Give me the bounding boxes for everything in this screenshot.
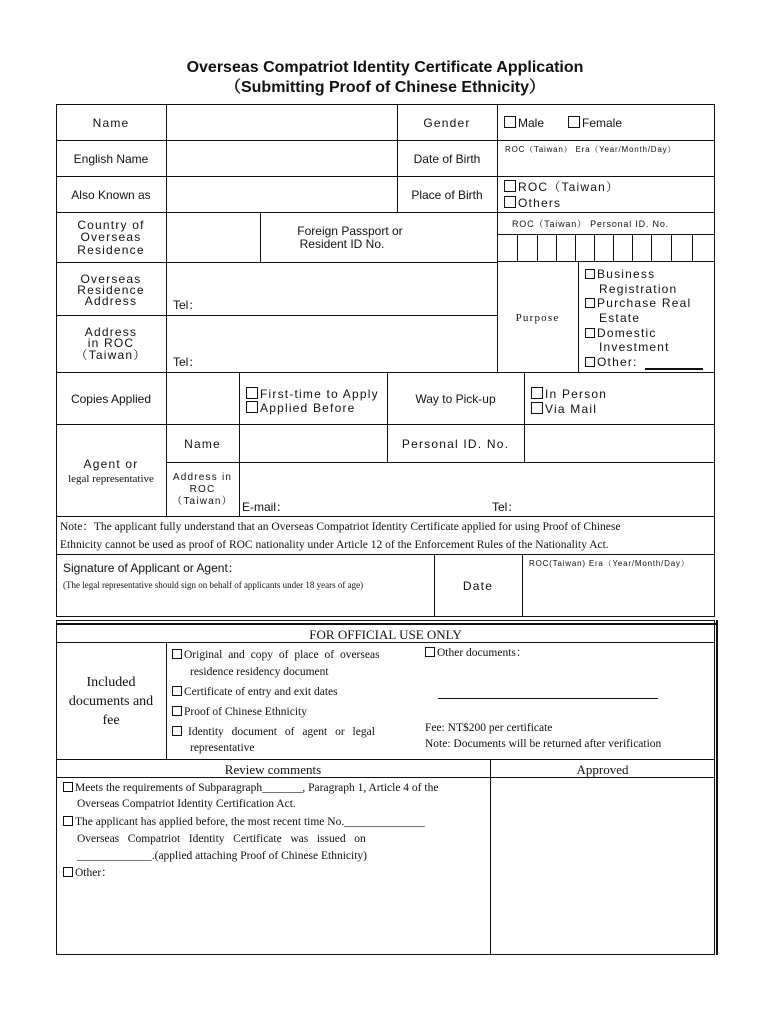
domestic-checkbox[interactable] [585,328,595,338]
real-estate-checkbox[interactable] [585,298,595,308]
label-agent-l2: legal representative [68,473,154,485]
doc1-option[interactable]: Original and copy of place of overseas [172,648,380,662]
overseas-tel-label: Tel： [173,298,201,312]
label-date: Date [462,579,494,593]
doc4-checkbox[interactable] [172,726,182,736]
doc2-option[interactable]: Certificate of entry and exit dates [172,685,338,699]
purpose-other[interactable]: Other: [585,355,638,369]
other-purpose-checkbox[interactable] [585,357,595,367]
other-purpose-line [645,368,703,370]
review1-option[interactable]: Meets the requirements of Subparagraph_______, Paragraph 1, Article 4 of the [63,781,438,795]
purpose-real-estate[interactable]: Purchase Real [585,296,691,310]
label-roc-addr-l2: in ROC [87,336,135,350]
review2-line3: _____________.(applied attaching Proof of Chinese Ethnicity) [77,850,367,862]
included-l2: documents and [68,694,154,709]
roc-tel-label: Tel： [173,355,201,369]
review3-option[interactable]: Other： [63,866,113,880]
label-agent-addr-l2: ROC [189,484,216,495]
in-person-option[interactable]: In Person [531,387,607,401]
dob-hint: ROC（Taiwan） Era（Year/Month/Day） [505,145,677,154]
applied-before-option[interactable]: Applied Before [246,401,356,415]
label-agent-personal-id: Personal ID. No. [401,437,510,451]
label-gender: Gender [423,116,471,130]
also-known-as-field[interactable] [167,177,396,211]
agent-name-field[interactable] [240,425,386,461]
label-also-known-as: Also Known as [71,188,151,202]
agent-tel-label: Tel： [492,500,520,514]
label-overseas-l1: Overseas [80,272,142,286]
label-purpose: Purpose [515,312,560,324]
agent-address-field[interactable] [240,463,714,515]
label-agent-name: Name [184,437,221,451]
purpose-domestic[interactable]: Domestic [585,326,657,340]
agent-email-label: E-mail： [242,500,289,514]
roc-address-field[interactable] [167,316,496,371]
dob-field[interactable] [498,156,714,175]
included-l1: Included [86,675,136,690]
overseas-address-field[interactable] [167,263,496,314]
purpose-domestic-l2: Investment [599,340,670,354]
applied-before-checkbox[interactable] [246,401,258,413]
review3-checkbox[interactable] [63,867,73,877]
others-checkbox[interactable] [504,196,516,208]
date-hint: ROC(Taiwan) Era（Year/Month/Day） [529,559,690,568]
other-docs-checkbox[interactable] [425,647,435,657]
review1-line2: Overseas Compatriot Identity Certification Act. [77,798,296,810]
gender-female-option[interactable]: Female [568,116,622,130]
other-docs-line [438,698,658,699]
fee-note: Note: Documents will be returned after verification [425,738,662,750]
label-way-pickup: Way to Pick-up [415,392,496,406]
name-field[interactable] [167,105,396,139]
included-l3: fee [102,713,120,728]
via-mail-option[interactable]: Via Mail [531,402,597,416]
form-subtitle: （Submitting Proof of Chinese Ethnicity） [224,79,545,96]
in-person-checkbox[interactable] [531,387,543,399]
doc1-checkbox[interactable] [172,649,182,659]
official-title: FOR OFFICIAL USE ONLY [309,627,462,642]
first-time-checkbox[interactable] [246,387,258,399]
label-country-l2: Overseas [80,230,142,244]
purpose-business[interactable]: Business [585,267,655,281]
label-agent-addr-l1: Address in [172,472,233,483]
label-country-l3: Residence [77,243,145,257]
label-english-name: English Name [73,152,149,166]
agent-id-field[interactable] [525,425,714,461]
review-comments-title: Review comments [224,762,322,777]
review2-checkbox[interactable] [63,816,73,826]
approved-field[interactable] [491,778,714,954]
personal-id-boxes[interactable] [498,235,714,260]
doc3-checkbox[interactable] [172,706,182,716]
via-mail-checkbox[interactable] [531,402,543,414]
doc2-checkbox[interactable] [172,686,182,696]
signature-field[interactable] [57,590,433,616]
english-name-field[interactable] [167,141,396,175]
business-checkbox[interactable] [585,269,595,279]
label-overseas-l3: Address [84,294,138,308]
male-checkbox[interactable] [504,116,516,128]
birthplace-others-option[interactable]: Others [504,196,561,210]
date-field[interactable] [523,572,714,616]
doc4-line2: representative [190,742,255,754]
label-place-of-birth: Place of Birth [411,188,483,202]
birthplace-roc-option[interactable]: ROC（Taiwan） [504,180,619,194]
purpose-business-l2: Registration [599,282,678,296]
form-title: Overseas Compatriot Identity Certificate Application [186,59,584,76]
label-passport-l1: Foreign Passport or [297,224,403,238]
label-passport-l2: Resident ID No. [299,237,385,251]
label-agent-l1: Agent or [83,457,139,471]
country-field[interactable] [167,213,259,261]
roc-checkbox[interactable] [504,180,516,192]
personal-id-hint: ROC（Taiwan） Personal ID. No. [512,219,669,229]
female-checkbox[interactable] [568,116,580,128]
approved-title: Approved [576,762,629,777]
purpose-real-estate-l2: Estate [599,311,641,325]
first-time-option[interactable]: First-time to Apply [246,387,379,401]
label-overseas-l2: Residence [77,283,145,297]
copies-field[interactable] [167,373,238,423]
doc4-option[interactable]: Identity document of agent or legal [172,725,375,739]
label-copies-applied: Copies Applied [70,392,152,406]
note-line-1: Note：The applicant fully understand that an Overseas Compatriot Identity Certificate applied for using Proof of Chinese [60,521,621,533]
label-name: Name [92,116,130,130]
review2-line2: Overseas Compatriot Identity Certificate was issued on [77,833,366,845]
doc1-line2: residence residency document [190,666,329,678]
label-roc-addr-l1: Address [84,325,138,339]
signature-hint: (The legal representative should sign on behalf of applicants under 18 years of age) [63,580,364,590]
label-date-of-birth: Date of Birth [413,152,481,166]
other-docs-option[interactable]: Other documents： [425,646,527,660]
label-country-l1: Country of [77,218,145,232]
label-agent-addr-l3: （Taiwan） [172,496,233,507]
review1-checkbox[interactable] [63,782,73,792]
note-line-2: Ethnicity cannot be used as proof of ROC nationality under Article 12 of the Enforcement Rules of the Nationality Act. [60,539,609,551]
review2-option[interactable]: The applicant has applied before, the most recent time No.______________ [63,815,425,829]
label-roc-addr-l3: （Taiwan） [75,348,147,362]
gender-male-option[interactable]: Male [504,116,544,130]
label-signature: Signature of Applicant or Agent： [63,561,240,575]
doc3-option[interactable]: Proof of Chinese Ethnicity [172,705,307,719]
fee-text: Fee: NT$200 per certificate [425,722,553,734]
